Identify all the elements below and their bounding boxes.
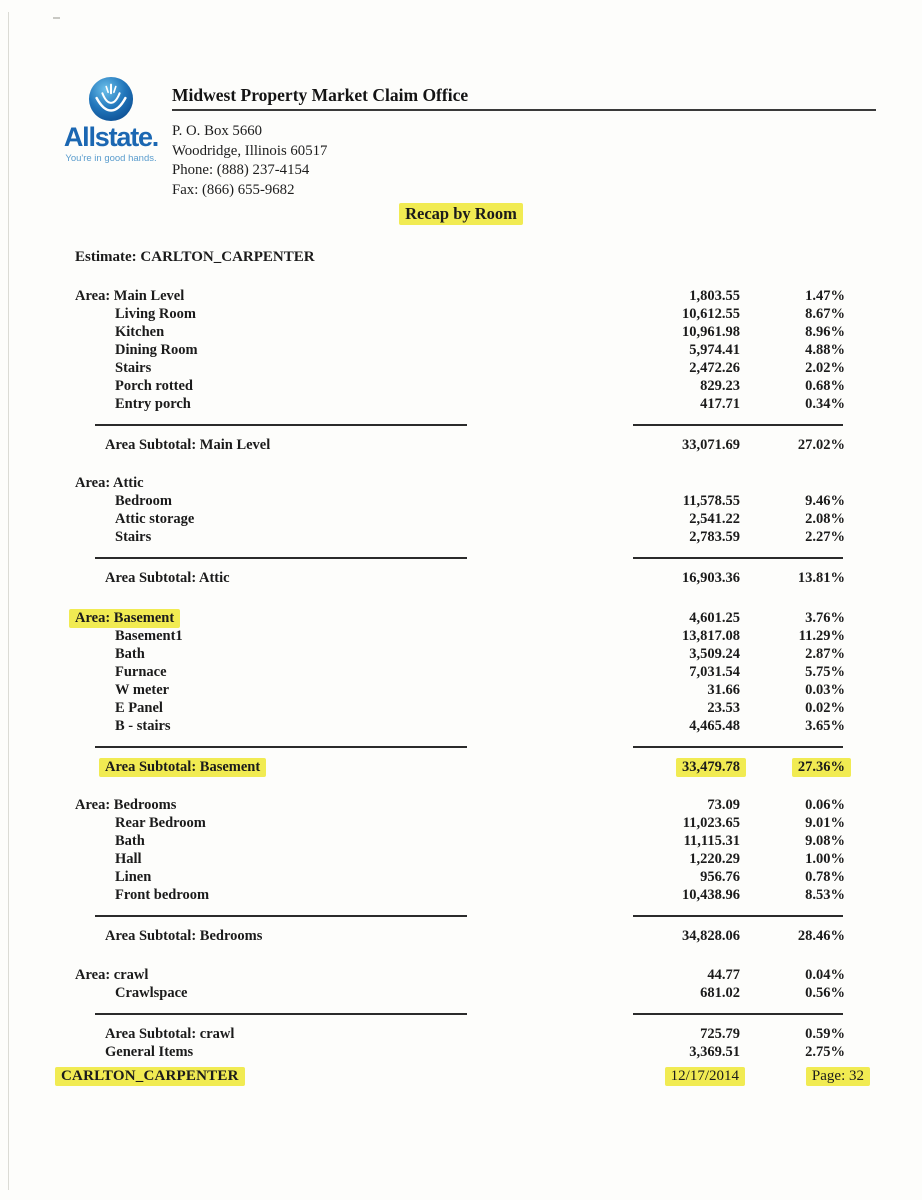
room-percent bbox=[715, 378, 845, 395]
room-name-text: Dining Room bbox=[115, 342, 198, 358]
subtotal-label bbox=[105, 437, 270, 454]
area-percent bbox=[715, 967, 845, 984]
subtotal-divider bbox=[0, 424, 922, 426]
room-row bbox=[0, 682, 922, 700]
room-row bbox=[0, 851, 922, 869]
room-name bbox=[115, 664, 167, 681]
room-percent-text: 3.65% bbox=[805, 718, 845, 734]
area-row bbox=[0, 288, 922, 306]
room-row bbox=[0, 378, 922, 396]
room-percent-text: 8.53% bbox=[805, 887, 845, 903]
allstate-logo bbox=[50, 76, 172, 164]
room-percent bbox=[715, 493, 845, 510]
room-value-text: 681.02 bbox=[700, 985, 740, 1001]
room-percent-text: 2.27% bbox=[805, 529, 845, 545]
recap-section-5 bbox=[0, 967, 922, 1062]
room-row bbox=[0, 646, 922, 664]
room-value-text: 10,612.55 bbox=[682, 306, 740, 322]
subtotal-row bbox=[0, 759, 922, 777]
room-percent bbox=[715, 851, 845, 868]
area-percent bbox=[715, 610, 845, 627]
subtotal-label-text: Area Subtotal: Basement bbox=[99, 758, 266, 777]
room-value-text: 829.23 bbox=[700, 378, 740, 394]
divider-left bbox=[95, 424, 467, 426]
room-name bbox=[115, 529, 151, 546]
subtotal-label bbox=[105, 570, 230, 587]
room-row bbox=[0, 887, 922, 905]
area-percent-text: 0.04% bbox=[805, 967, 845, 983]
area-row bbox=[0, 610, 922, 628]
subtotal-value-text: 16,903.36 bbox=[682, 570, 740, 586]
room-percent-text: 1.00% bbox=[805, 851, 845, 867]
room-name bbox=[115, 700, 163, 717]
room-name bbox=[115, 511, 194, 528]
room-row bbox=[0, 664, 922, 682]
area-label-text: Area: Basement bbox=[69, 609, 180, 628]
room-name-text: Hall bbox=[115, 851, 142, 867]
area-row bbox=[0, 797, 922, 815]
room-name bbox=[115, 869, 151, 886]
subtotal-percent-text: 27.36% bbox=[792, 758, 851, 777]
subtotal-value-text: 725.79 bbox=[700, 1026, 740, 1042]
room-name bbox=[115, 378, 193, 395]
room-value-text: 2,783.59 bbox=[689, 529, 740, 545]
room-percent-text: 8.96% bbox=[805, 324, 845, 340]
area-label-text: Area: Bedrooms bbox=[75, 797, 177, 813]
scan-artifact-dash bbox=[53, 17, 60, 19]
room-name bbox=[115, 493, 172, 510]
office-title: Midwest Property Market Claim Office bbox=[172, 85, 469, 105]
room-row bbox=[0, 628, 922, 646]
subtotal-label bbox=[105, 1026, 234, 1043]
area-value-text: 4,601.25 bbox=[689, 610, 740, 626]
extra-row-percent bbox=[715, 1044, 845, 1061]
room-value-text: 10,961.98 bbox=[682, 324, 740, 340]
room-name bbox=[115, 887, 209, 904]
room-percent bbox=[715, 887, 845, 904]
subtotal-percent bbox=[715, 437, 845, 454]
room-value-text: 13,817.08 bbox=[682, 628, 740, 644]
room-value-text: 4,465.48 bbox=[689, 718, 740, 734]
footer-date bbox=[600, 1068, 745, 1085]
room-value-text: 417.71 bbox=[700, 396, 740, 412]
area-value-text: 1,803.55 bbox=[689, 288, 740, 304]
recap-section-2 bbox=[0, 475, 922, 588]
subtotal-value-text: 34,828.06 bbox=[682, 928, 740, 944]
room-name-text: Rear Bedroom bbox=[115, 815, 206, 831]
subtotal-value-text: 33,479.78 bbox=[676, 758, 746, 777]
room-row bbox=[0, 718, 922, 736]
room-percent bbox=[715, 985, 845, 1002]
divider-right bbox=[633, 1013, 843, 1015]
subtotal-percent-text: 28.46% bbox=[797, 928, 845, 944]
room-name bbox=[115, 985, 188, 1002]
room-row bbox=[0, 306, 922, 324]
room-name bbox=[115, 360, 151, 377]
subtotal-divider bbox=[0, 557, 922, 559]
area-value-text: 44.77 bbox=[707, 967, 740, 983]
room-value-text: 11,023.65 bbox=[682, 815, 740, 831]
divider-left bbox=[95, 1013, 467, 1015]
report-title bbox=[0, 204, 922, 224]
allstate-tagline: You're in good hands. bbox=[65, 153, 157, 164]
room-row bbox=[0, 869, 922, 887]
subtotal-percent-text: 0.59% bbox=[805, 1026, 845, 1042]
room-name-text: Basement1 bbox=[115, 628, 183, 644]
room-name bbox=[115, 628, 183, 645]
room-row bbox=[0, 493, 922, 511]
room-value-text: 31.66 bbox=[707, 682, 740, 698]
room-value-text: 3,509.24 bbox=[689, 646, 740, 662]
area-percent-text: 0.06% bbox=[805, 797, 845, 813]
room-row bbox=[0, 342, 922, 360]
room-percent bbox=[715, 342, 845, 359]
room-value-text: 956.76 bbox=[700, 869, 740, 885]
room-percent-text: 0.56% bbox=[805, 985, 845, 1001]
room-row bbox=[0, 396, 922, 414]
room-name-text: Attic storage bbox=[115, 511, 195, 527]
subtotal-divider bbox=[0, 1013, 922, 1015]
room-percent bbox=[715, 869, 845, 886]
room-percent-text: 9.08% bbox=[805, 833, 845, 849]
area-label bbox=[75, 475, 144, 492]
extra-row-name-text: General Items bbox=[105, 1044, 194, 1060]
address-line-city: Woodridge, Illinois 60517 bbox=[172, 142, 328, 159]
report-title-text: Recap by Room bbox=[399, 203, 523, 225]
subtotal-row bbox=[0, 928, 922, 946]
divider-right bbox=[633, 557, 843, 559]
room-row bbox=[0, 815, 922, 833]
area-label-text: Area: crawl bbox=[75, 967, 149, 983]
subtotal-row bbox=[0, 570, 922, 588]
address-line-fax: Fax: (866) 655-9682 bbox=[172, 181, 295, 198]
room-percent-text: 0.02% bbox=[805, 700, 845, 716]
area-label bbox=[75, 610, 180, 627]
room-percent bbox=[715, 511, 845, 528]
subtotal-percent-text: 27.02% bbox=[797, 437, 845, 453]
subtotal-label bbox=[105, 759, 266, 776]
room-percent bbox=[715, 700, 845, 717]
divider-right bbox=[633, 915, 843, 917]
subtotal-label bbox=[105, 928, 262, 945]
room-value-text: 5,974.41 bbox=[689, 342, 740, 358]
room-row bbox=[0, 360, 922, 378]
room-percent bbox=[715, 306, 845, 323]
room-name-text: Porch rotted bbox=[115, 378, 193, 394]
room-name bbox=[115, 851, 142, 868]
room-name bbox=[115, 342, 198, 359]
room-percent bbox=[715, 396, 845, 413]
footer-claim-name bbox=[55, 1068, 245, 1085]
room-percent-text: 2.87% bbox=[805, 646, 845, 662]
footer-date-text: 12/17/2014 bbox=[665, 1067, 745, 1086]
room-row bbox=[0, 985, 922, 1003]
office-address bbox=[172, 122, 327, 200]
room-name-text: Bath bbox=[115, 646, 145, 662]
room-name bbox=[115, 324, 164, 341]
address-line-phone: Phone: (888) 237-4154 bbox=[172, 162, 310, 178]
room-percent bbox=[715, 529, 845, 546]
room-percent bbox=[715, 833, 845, 850]
room-percent-text: 2.02% bbox=[805, 360, 845, 376]
room-value-text: 1,220.29 bbox=[689, 851, 740, 867]
room-value-text: 11,578.55 bbox=[682, 493, 740, 509]
room-name-text: Entry porch bbox=[115, 396, 191, 412]
room-name-text: Linen bbox=[115, 869, 152, 885]
room-name-text: Crawlspace bbox=[115, 985, 188, 1001]
room-percent bbox=[715, 664, 845, 681]
room-row bbox=[0, 511, 922, 529]
estimate-label: Estimate: CARLTON_CARPENTER bbox=[75, 249, 315, 265]
room-percent bbox=[715, 815, 845, 832]
room-row bbox=[0, 833, 922, 851]
room-name-text: Kitchen bbox=[115, 324, 165, 340]
header-divider bbox=[172, 109, 876, 111]
room-row bbox=[0, 529, 922, 547]
room-percent-text: 5.75% bbox=[805, 664, 845, 680]
room-percent bbox=[715, 324, 845, 341]
divider-left bbox=[95, 557, 467, 559]
area-label-text: Area: Attic bbox=[75, 475, 144, 491]
area-row bbox=[0, 967, 922, 985]
subtotal-percent-text: 13.81% bbox=[797, 570, 845, 586]
recap-section-4 bbox=[0, 797, 922, 946]
divider-right bbox=[633, 746, 843, 748]
room-name bbox=[115, 306, 196, 323]
area-percent bbox=[715, 288, 845, 305]
room-percent bbox=[715, 718, 845, 735]
subtotal-percent bbox=[715, 759, 845, 776]
subtotal-percent bbox=[715, 1026, 845, 1043]
room-name bbox=[115, 646, 145, 663]
room-name bbox=[115, 718, 171, 735]
area-row bbox=[0, 475, 922, 493]
room-name-text: Living Room bbox=[115, 306, 196, 322]
subtotal-divider bbox=[0, 915, 922, 917]
area-value-text: 73.09 bbox=[707, 797, 740, 813]
address-line-po-box: P. O. Box 5660 bbox=[172, 123, 263, 139]
room-percent-text: 0.78% bbox=[805, 869, 845, 885]
room-name-text: Bath bbox=[115, 833, 145, 849]
subtotal-percent bbox=[715, 570, 845, 587]
extra-row-value-text: 3,369.51 bbox=[689, 1044, 740, 1060]
area-percent-text: 3.76% bbox=[805, 610, 845, 626]
room-percent-text: 9.46% bbox=[805, 493, 845, 509]
room-percent-text: 0.34% bbox=[805, 396, 845, 412]
room-name bbox=[115, 815, 206, 832]
area-percent bbox=[715, 797, 845, 814]
subtotal-label-text: Area Subtotal: Bedrooms bbox=[105, 928, 263, 944]
room-name-text: Bedroom bbox=[115, 493, 172, 509]
area-label bbox=[75, 797, 176, 814]
allstate-hands-icon bbox=[88, 76, 134, 122]
room-percent-text: 8.67% bbox=[805, 306, 845, 322]
subtotal-divider bbox=[0, 746, 922, 748]
extra-row-name bbox=[105, 1044, 193, 1061]
room-percent-text: 9.01% bbox=[805, 815, 845, 831]
page-footer bbox=[0, 1068, 922, 1090]
recap-section-1 bbox=[0, 288, 922, 455]
area-percent-text: 1.47% bbox=[805, 288, 845, 304]
room-name-text: W meter bbox=[115, 682, 170, 698]
room-percent-text: 2.08% bbox=[805, 511, 845, 527]
footer-page-number bbox=[745, 1068, 870, 1085]
room-name bbox=[115, 833, 145, 850]
divider-right bbox=[633, 424, 843, 426]
room-percent-text: 4.88% bbox=[805, 342, 845, 358]
subtotal-label-text: Area Subtotal: Main Level bbox=[105, 437, 271, 453]
subtotal-value-text: 33,071.69 bbox=[682, 437, 740, 453]
room-percent bbox=[715, 646, 845, 663]
room-name-text: Stairs bbox=[115, 360, 152, 376]
extra-row bbox=[0, 1044, 922, 1062]
extra-row-percent-text: 2.75% bbox=[805, 1044, 845, 1060]
room-value-text: 7,031.54 bbox=[689, 664, 740, 680]
room-percent bbox=[715, 682, 845, 699]
divider-left bbox=[95, 746, 467, 748]
room-percent bbox=[715, 360, 845, 377]
room-value-text: 2,541.22 bbox=[689, 511, 740, 527]
divider-left bbox=[95, 915, 467, 917]
footer-claim-name-text: CARLTON_CARPENTER bbox=[55, 1067, 245, 1086]
room-percent-text: 11.29% bbox=[798, 628, 845, 644]
room-name-text: B - stairs bbox=[115, 718, 171, 734]
room-name-text: Furnace bbox=[115, 664, 167, 680]
footer-page-number-text: Page: 32 bbox=[806, 1067, 870, 1086]
room-name-text: Front bedroom bbox=[115, 887, 210, 903]
room-row bbox=[0, 700, 922, 718]
subtotal-label-text: Area Subtotal: Attic bbox=[105, 570, 230, 586]
allstate-wordmark: Allstate. bbox=[63, 122, 159, 152]
area-label bbox=[75, 288, 184, 305]
subtotal-row bbox=[0, 1026, 922, 1044]
area-label-text: Area: Main Level bbox=[75, 288, 185, 304]
room-value-text: 11,115.31 bbox=[683, 833, 740, 849]
room-name-text: E Panel bbox=[115, 700, 163, 716]
subtotal-row bbox=[0, 437, 922, 455]
room-percent-text: 0.68% bbox=[805, 378, 845, 394]
recap-section-3 bbox=[0, 610, 922, 777]
room-percent-text: 0.03% bbox=[805, 682, 845, 698]
room-percent bbox=[715, 628, 845, 645]
room-value-text: 10,438.96 bbox=[682, 887, 740, 903]
room-name bbox=[115, 396, 191, 413]
room-name bbox=[115, 682, 169, 699]
room-name-text: Stairs bbox=[115, 529, 152, 545]
room-value-text: 23.53 bbox=[707, 700, 740, 716]
subtotal-percent bbox=[715, 928, 845, 945]
room-value-text: 2,472.26 bbox=[689, 360, 740, 376]
subtotal-label-text: Area Subtotal: crawl bbox=[105, 1026, 235, 1042]
room-row bbox=[0, 324, 922, 342]
area-label bbox=[75, 967, 148, 984]
